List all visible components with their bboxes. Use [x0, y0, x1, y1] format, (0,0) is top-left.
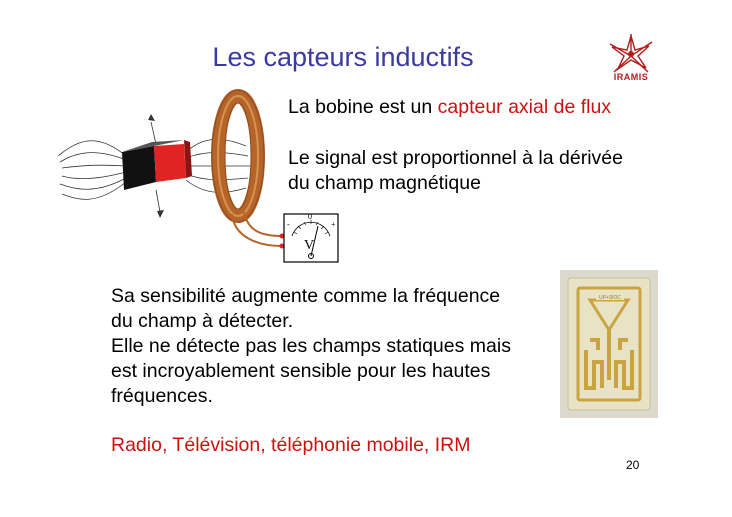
coil: [212, 90, 264, 222]
meter-plus-label: +: [331, 220, 336, 229]
logo-text: IRAMIS: [613, 72, 649, 82]
bullet2-line1: Le signal est proportionnel à la dérivée: [288, 147, 623, 169]
bullet-axial-flux: [288, 96, 611, 119]
para-line-4: est incroyablement sensible pour les hautes: [111, 360, 491, 382]
para-line-5: fréquences.: [111, 385, 213, 407]
para-line-1: Sa sensibilité augmente comme la fréquence: [111, 285, 501, 307]
para-line-3: Elle ne détecte pas les champs statiques mais: [111, 335, 511, 357]
para-line-2: du champ à détecter.: [111, 310, 294, 332]
pcb-sensor-photo: [560, 270, 658, 418]
meter-zero-label: 0: [308, 212, 312, 221]
bullet1-prefix: La bobine est un: [288, 96, 438, 118]
slide-title: Les capteurs inductifs: [212, 42, 474, 72]
meter-minus-label: -: [287, 220, 290, 229]
bullet1-highlight: capteur axial de flux: [437, 96, 612, 118]
meter-unit-label: V: [304, 238, 315, 253]
bar-magnet: [122, 140, 192, 190]
page-number: 20: [626, 458, 640, 472]
star-icon: [600, 32, 662, 76]
pcb-label: UP+SIOC: [598, 295, 622, 301]
applications-line: Radio, Télévision, téléphonie mobile, IRM: [111, 434, 471, 456]
bullet2-line2: du champ magnétique: [288, 172, 481, 194]
iramis-logo: [600, 32, 662, 88]
voltmeter: [284, 212, 338, 262]
